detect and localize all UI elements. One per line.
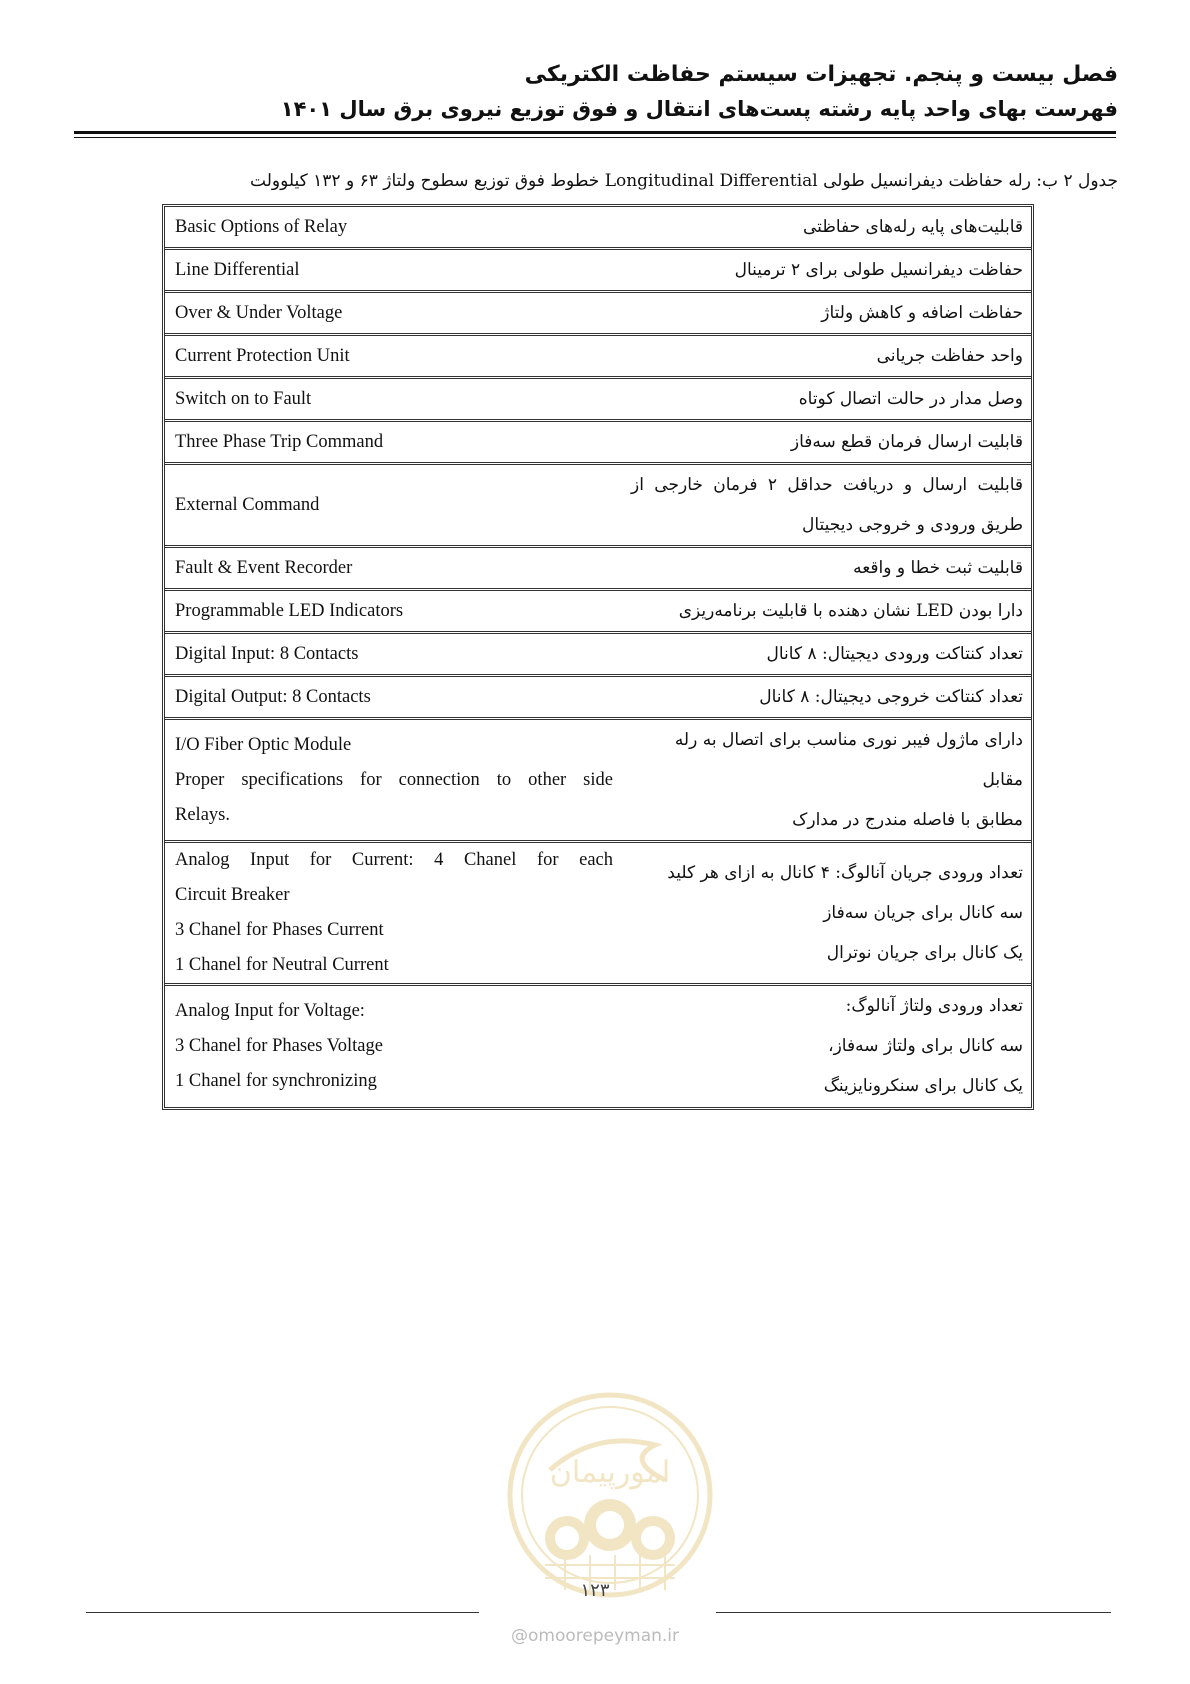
table-row — [165, 547, 1031, 590]
persian-cell: قابلیت‌های پایه رله‌های حفاظتی — [623, 207, 1031, 249]
persian-cell: قابلیت ارسال و دریافت حداقل ۲ فرمان خارجی از طریق ورودی و خروجی دیجیتال — [623, 464, 1031, 547]
persian-cell: وصل مدار در حالت اتصال کوتاه — [623, 378, 1031, 421]
table-row — [165, 292, 1031, 335]
chapter-title: فصل بیست و پنجم. تجهیزات سیستم حفاظت الکتریکی — [524, 62, 1118, 87]
table-row — [165, 378, 1031, 421]
english-cell: Current Protection Unit — [165, 335, 623, 378]
persian-cell: تعداد کنتاکت ورودی دیجیتال: ۸ کانال — [623, 633, 1031, 676]
persian-cell: قابلیت ارسال فرمان قطع سه‌فاز — [623, 421, 1031, 464]
english-cell: Digital Input: 8 Contacts — [165, 633, 623, 676]
persian-cell: واحد حفاظت جریانی — [623, 335, 1031, 378]
table-row — [165, 249, 1031, 292]
english-cell: Programmable LED Indicators — [165, 590, 623, 633]
persian-cell: دارا بودن LED نشان دهنده با قابلیت برنامه‌ریزی — [623, 590, 1031, 633]
english-cell: Three Phase Trip Command — [165, 421, 623, 464]
english-cell: Over & Under Voltage — [165, 292, 623, 335]
header-rule-thin — [74, 137, 1116, 138]
table-row — [165, 464, 1031, 547]
page-header — [78, 58, 1118, 126]
header-rule — [74, 131, 1116, 134]
persian-cell: حفاظت دیفرانسیل طولی برای ۲ ترمینال — [623, 249, 1031, 292]
footer-rule-right — [716, 1612, 1111, 1613]
persian-cell: تعداد ورودی جریان آنالوگ: ۴ کانال به ازای هر کلید سه کانال برای جریان سه‌فاز یک کانال برای جریان نوترال — [623, 842, 1031, 985]
specs-table — [162, 204, 1034, 1110]
page-number: ۱۲۳ — [580, 1580, 610, 1601]
persian-cell: تعداد کنتاکت خروجی دیجیتال: ۸ کانال — [623, 676, 1031, 719]
table-row — [165, 719, 1031, 842]
table-row — [165, 590, 1031, 633]
english-cell: Switch on to Fault — [165, 378, 623, 421]
table-caption: جدول ۲ ب: رله حفاظت دیفرانسیل طولی Longitudinal Differential خطوط فوق توزیع سطوح ولتاژ ۶۳ و ۱۳۲ کیلوولت — [250, 171, 1118, 191]
footer-rule-left — [86, 1612, 479, 1613]
svg-text:امورپیمان: امورپیمان — [549, 1455, 671, 1490]
english-cell: Analog Input for Voltage: 3 Chanel for Phases Voltage 1 Chanel for synchronizing — [175, 1000, 383, 1091]
english-cell: External Command — [165, 464, 623, 547]
website-watermark: @omoorepeyman.ir — [510, 1626, 680, 1646]
persian-cell: تعداد ورودی ولتاژ آنالوگ: سه کانال برای ولتاژ سه‌فاز، یک کانال برای سنکرونایزینگ — [823, 996, 1023, 1097]
table-row — [165, 633, 1031, 676]
table-row — [165, 207, 1031, 249]
table-row — [165, 985, 1031, 1107]
english-cell: Analog Input for Current: 4 Chanel for each Circuit Breaker 3 Chanel for Phases Current 1 Chanel for Neutral Current — [165, 842, 623, 985]
table-row — [165, 676, 1031, 719]
table-row — [165, 842, 1031, 985]
table-row — [165, 335, 1031, 378]
persian-cell: حفاظت اضافه و کاهش ولتاژ — [623, 292, 1031, 335]
english-cell: I/O Fiber Optic Module Proper specifications for connection to other side Relays. — [165, 719, 623, 842]
persian-cell: دارای ماژول فیبر نوری مناسب برای اتصال به رله مقابل مطابق با فاصله مندرج در مدارک — [623, 719, 1031, 842]
english-cell: Fault & Event Recorder — [165, 547, 623, 590]
english-cell: Line Differential — [165, 249, 623, 292]
watermark-logo — [505, 1390, 715, 1600]
document-title: فهرست بهای واحد پایه رشته پست‌های انتقال و فوق توزیع نیروی برق سال ۱۴۰۱ — [280, 97, 1118, 121]
table-row — [165, 421, 1031, 464]
english-cell: Basic Options of Relay — [165, 207, 623, 249]
persian-cell: قابلیت ثبت خطا و واقعه — [623, 547, 1031, 590]
english-cell: Digital Output: 8 Contacts — [165, 676, 623, 719]
